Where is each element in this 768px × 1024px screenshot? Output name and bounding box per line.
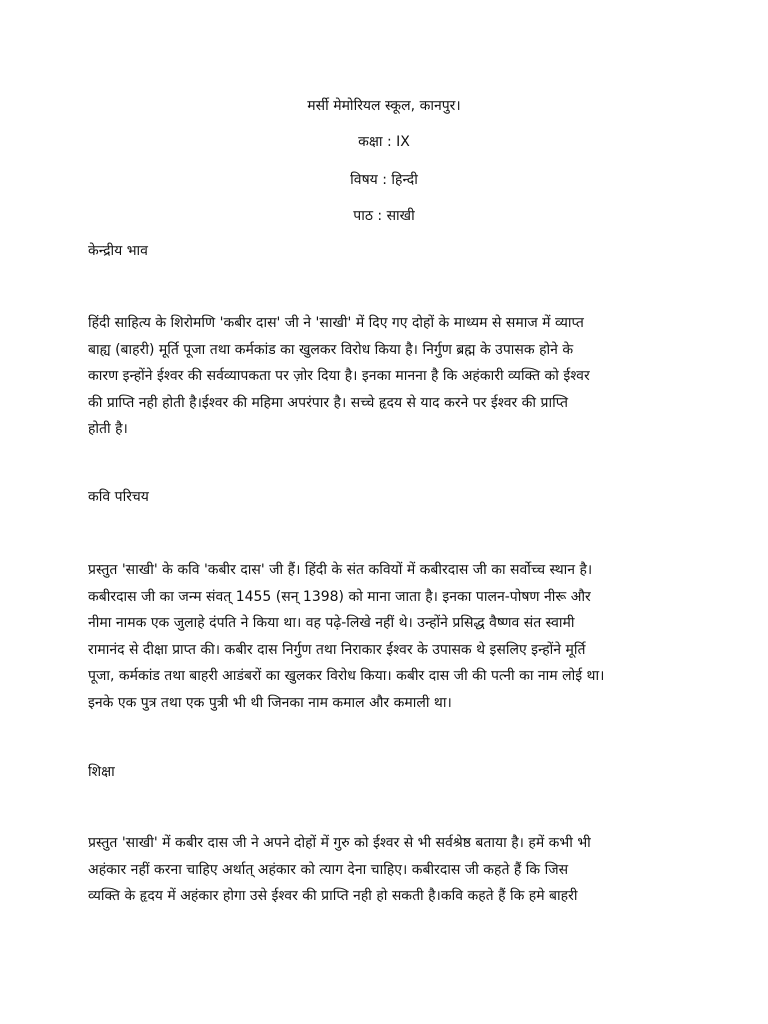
section-heading-lesson: शिक्षा xyxy=(88,764,115,780)
school-name: मर्सी मेमोरियल स्कूल, कानपुर। xyxy=(307,98,461,114)
paragraph-line: नीमा नामक एक जुलाहे दंपति ने किया था। वह पढ़े-लिखे नहीं थे। उन्होंने प्रसिद्ध वैष्णव संत स्वामी xyxy=(88,615,575,631)
class-line: कक्षा : IX xyxy=(358,134,410,150)
paragraph-line: कबीरदास जी का जन्म संवत् 1455 (सन् 1398) को माना जाता है। इनका पालन-पोषण नीरू और xyxy=(88,588,591,605)
paragraph-line: रामानंद से दीक्षा प्राप्त की। कबीर दास निर्गुण तथा निराकार ईश्वर के उपासक थे इसलिए इन्होंने मूर्ति xyxy=(88,641,586,658)
paragraph-lesson xyxy=(88,830,690,910)
paragraph-central-idea xyxy=(88,310,690,443)
paragraph-line: अहंकार नहीं करना चाहिए अर्थात् अहंकार को त्याग देना चाहिए। कबीरदास जी कहते हैं कि जिस xyxy=(88,861,569,878)
paragraph-line: व्यक्ति के हृदय में अहंकार होगा उसे ईश्वर की प्राप्ति नही हो सकती है।कवि कहते हैं कि हमे बाहरी xyxy=(88,888,578,904)
paragraph-poet-intro xyxy=(88,557,690,716)
paragraph-line: इनके एक पुत्र तथा एक पुत्री भी थी जिनका नाम कमाल और कमाली था। xyxy=(88,694,452,711)
paragraph-line: प्रस्तुत 'साखी' के कवि 'कबीर दास' जी हैं। हिंदी के संत कवियों में कबीरदास जी का सर्वोच्च स्थान है। xyxy=(88,562,593,578)
paragraph-line: होती है। xyxy=(88,421,128,437)
paragraph-line: हिंदी साहित्य के शिरोमणि 'कबीर दास' जी ने 'साखी' में दिए गए दोहों के माध्यम से समाज में व्याप्त xyxy=(88,315,584,331)
paragraph-line: प्रस्तुत 'साखी' में कबीर दास जी ने अपने दोहों में गुरु को ईश्वर से भी सर्वश्रेष्ठ बताया है। हमें कभी भी xyxy=(88,835,591,851)
paragraph-line: कारण इन्होंने ईश्वर की सर्वव्यापकता पर ज़ोर दिया है। इनका मानना है कि अहंकारी व्यक्ति को ईश्वर xyxy=(88,368,590,384)
section-heading-poet-intro: कवि परिचय xyxy=(88,489,149,505)
subject-line: विषय : हिन्दी xyxy=(350,172,418,188)
paragraph-line: बाह्य (बाहरी) मूर्ति पूजा तथा कर्मकांड का खुलकर विरोध किया है। निर्गुण ब्रह्म के उपासक होने के xyxy=(88,341,574,358)
section-heading-central-idea: केन्द्रीय भाव xyxy=(88,243,148,259)
paragraph-line: पूजा, कर्मकांड तथा बाहरी आडंबरों का खुलकर विरोध किया। कबीर दास जी की पत्नी का नाम लोई था। xyxy=(88,668,605,684)
paragraph-line: की प्राप्ति नही होती है।ईश्वर की महिमा अपरंपार है। सच्चे हृदय से याद करने पर ईश्वर की प्राप्ति xyxy=(88,394,569,411)
lesson-line: पाठ : साखी xyxy=(353,208,415,224)
